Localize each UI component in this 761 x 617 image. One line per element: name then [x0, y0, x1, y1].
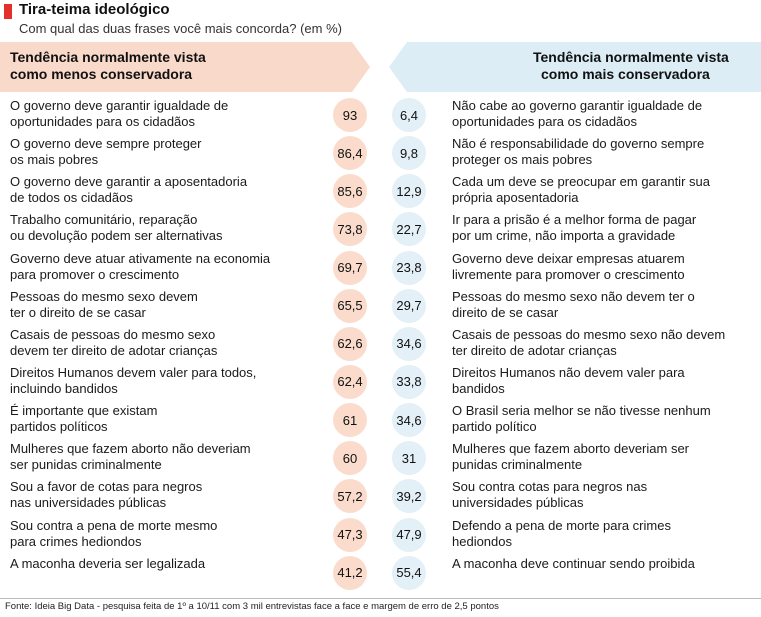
statement-more-conservative [452, 136, 752, 168]
statement-line: devem ter direito de adotar crianças [10, 342, 218, 358]
statement-line: Direitos Humanos não devem valer para [452, 364, 685, 380]
value-bubble-less-conservative: 85,6 [333, 174, 367, 208]
statement-more-conservative [452, 327, 752, 359]
table-row [0, 364, 761, 402]
chart-title: Tira-teima ideológico [19, 1, 170, 18]
chart-subtitle: Com qual das duas frases você mais concorda? (em %) [19, 21, 342, 36]
statement-line: Governo deve deixar empresas atuarem [452, 250, 685, 266]
value-bubble-more-conservative: 29,7 [392, 289, 426, 323]
statement-line: nas universidades públicas [10, 495, 167, 511]
statement-more-conservative [452, 518, 752, 550]
banner-right-line-1: Tendência normalmente vista [533, 49, 729, 65]
value-bubble-more-conservative: 34,6 [392, 327, 426, 361]
statement-less-conservative [10, 289, 328, 321]
statement-less-conservative [10, 98, 328, 130]
statement-less-conservative [10, 441, 328, 473]
statement-more-conservative [452, 479, 752, 511]
statement-line: O Brasil seria melhor se não tivesse nenhum [452, 403, 711, 419]
statement-line: Casais de pessoas do mesmo sexo [10, 326, 216, 342]
statement-less-conservative [10, 518, 328, 550]
value-bubble-less-conservative: 41,2 [333, 556, 367, 590]
value-bubble-less-conservative: 86,4 [333, 136, 367, 170]
value-bubble-more-conservative: 12,9 [392, 174, 426, 208]
value-bubble-less-conservative: 62,6 [333, 327, 367, 361]
statement-more-conservative [452, 212, 752, 244]
value-bubble-more-conservative: 23,8 [392, 251, 426, 285]
statement-line: Mulheres que fazem aborto deveriam ser [452, 441, 690, 457]
statement-less-conservative [10, 136, 328, 168]
statement-less-conservative [10, 327, 328, 359]
statement-line: O governo deve sempre proteger [10, 136, 202, 152]
value-bubble-less-conservative: 69,7 [333, 251, 367, 285]
statement-line: própria aposentadoria [452, 190, 579, 206]
statement-line: Sou contra a pena de morte mesmo [10, 517, 218, 533]
statement-line: Não é responsabilidade do governo sempre [452, 136, 705, 152]
banner-left-label [10, 49, 206, 83]
value-bubble-more-conservative: 55,4 [392, 556, 426, 590]
statement-line: punidas criminalmente [452, 457, 583, 473]
value-bubble-less-conservative: 47,3 [333, 518, 367, 552]
statement-less-conservative [10, 212, 328, 244]
statement-line: Sou contra cotas para negros nas [452, 479, 648, 495]
statement-line: hediondos [452, 533, 512, 549]
statement-line: Casais de pessoas do mesmo sexo não devem [452, 326, 726, 342]
statement-line: partidos políticos [10, 419, 108, 435]
statement-line: ou devolução podem ser alternativas [10, 228, 223, 244]
table-row [0, 517, 761, 555]
statement-line: proteger os mais pobres [452, 152, 593, 168]
table-row [0, 555, 761, 593]
value-bubble-more-conservative: 34,6 [392, 403, 426, 437]
statement-line: ter o direito de se casar [10, 304, 146, 320]
table-row [0, 478, 761, 516]
statement-line: O governo deve garantir igualdade de [10, 98, 229, 113]
comparison-table [0, 97, 761, 593]
table-row [0, 440, 761, 478]
table-row [0, 97, 761, 135]
statement-more-conservative [452, 403, 752, 435]
statement-line: bandidos [452, 380, 505, 396]
statement-more-conservative [452, 441, 752, 473]
statement-line: ser punidas criminalmente [10, 457, 162, 473]
value-bubble-less-conservative: 62,4 [333, 365, 367, 399]
value-bubble-more-conservative: 39,2 [392, 479, 426, 513]
statement-more-conservative [452, 98, 752, 130]
value-bubble-less-conservative: 61 [333, 403, 367, 437]
banner-less-conservative [0, 42, 370, 92]
statement-line: oportunidades para os cidadãos [452, 114, 638, 129]
value-bubble-less-conservative: 73,8 [333, 212, 367, 246]
table-row [0, 173, 761, 211]
statement-line: Defendo a pena de morte para crimes [452, 517, 671, 533]
statement-line: Trabalho comunitário, reparação [10, 212, 198, 228]
statement-more-conservative [452, 251, 752, 283]
banner-more-conservative [389, 42, 761, 92]
statement-less-conservative [10, 403, 328, 435]
statement-line: de todos os cidadãos [10, 190, 133, 206]
statement-line: ter direito de adotar crianças [452, 342, 617, 358]
statement-less-conservative [10, 556, 328, 572]
statement-line: incluindo bandidos [10, 380, 118, 396]
statement-line: Governo deve atuar ativamente na economia [10, 250, 271, 266]
value-bubble-less-conservative: 60 [333, 441, 367, 475]
table-row [0, 135, 761, 173]
statement-line: Sou a favor de cotas para negros [10, 479, 203, 495]
banner-right-line-2: como mais conservadora [541, 66, 710, 82]
table-row [0, 211, 761, 249]
statement-more-conservative [452, 556, 752, 572]
value-bubble-more-conservative: 47,9 [392, 518, 426, 552]
statement-line: Mulheres que fazem aborto não deveriam [10, 441, 251, 457]
banner-left-line-1: Tendência normalmente vista [10, 49, 206, 65]
statement-line: Pessoas do mesmo sexo devem [10, 288, 198, 304]
statement-line: para crimes hediondos [10, 533, 142, 549]
statement-less-conservative [10, 251, 328, 283]
statement-more-conservative [452, 174, 752, 206]
value-bubble-less-conservative: 93 [333, 98, 367, 132]
statement-line: A maconha deveria ser legalizada [10, 555, 206, 571]
statement-line: universidades públicas [452, 495, 584, 511]
table-row [0, 326, 761, 364]
banner-right-label [533, 49, 729, 83]
value-bubble-less-conservative: 65,5 [333, 289, 367, 323]
statement-line: Não cabe ao governo garantir igualdade de [452, 98, 703, 113]
footer-divider [0, 598, 761, 599]
statement-line: Direitos Humanos devem valer para todos, [10, 364, 257, 380]
statement-line: Cada um deve se preocupar em garantir sua [452, 174, 710, 190]
statement-more-conservative [452, 365, 752, 397]
table-row [0, 250, 761, 288]
banner-left-line-2: como menos conservadora [10, 66, 193, 82]
statement-line: livremente para promover o crescimento [452, 266, 685, 282]
table-row [0, 288, 761, 326]
statement-line: É importante que existam [10, 403, 158, 419]
value-bubble-more-conservative: 31 [392, 441, 426, 475]
statement-line: partido político [452, 419, 537, 435]
statement-line: oportunidades para os cidadãos [10, 114, 196, 129]
statement-more-conservative [452, 289, 752, 321]
value-bubble-more-conservative: 22,7 [392, 212, 426, 246]
statement-line: Ir para a prisão é a melhor forma de pagar [452, 212, 697, 228]
statement-less-conservative [10, 479, 328, 511]
value-bubble-more-conservative: 33,8 [392, 365, 426, 399]
statement-line: para promover o crescimento [10, 266, 180, 282]
statement-less-conservative [10, 365, 328, 397]
statement-line: por um crime, não importa a gravidade [452, 228, 676, 244]
statement-line: Pessoas do mesmo sexo não devem ter o [452, 288, 695, 304]
statement-less-conservative [10, 174, 328, 206]
table-row [0, 402, 761, 440]
statement-line: direito de se casar [452, 304, 559, 320]
title-accent-bar [4, 4, 12, 19]
value-bubble-more-conservative: 6,4 [392, 98, 426, 132]
source-note: Fonte: Ideia Big Data - pesquisa feita de 1º a 10/11 com 3 mil entrevistas face a face e margem de erro de 2,5 pontos [5, 601, 499, 612]
statement-line: O governo deve garantir a aposentadoria [10, 174, 248, 190]
statement-line: os mais pobres [10, 152, 99, 168]
statement-line: A maconha deve continuar sendo proibida [452, 555, 695, 571]
value-bubble-more-conservative: 9,8 [392, 136, 426, 170]
value-bubble-less-conservative: 57,2 [333, 479, 367, 513]
